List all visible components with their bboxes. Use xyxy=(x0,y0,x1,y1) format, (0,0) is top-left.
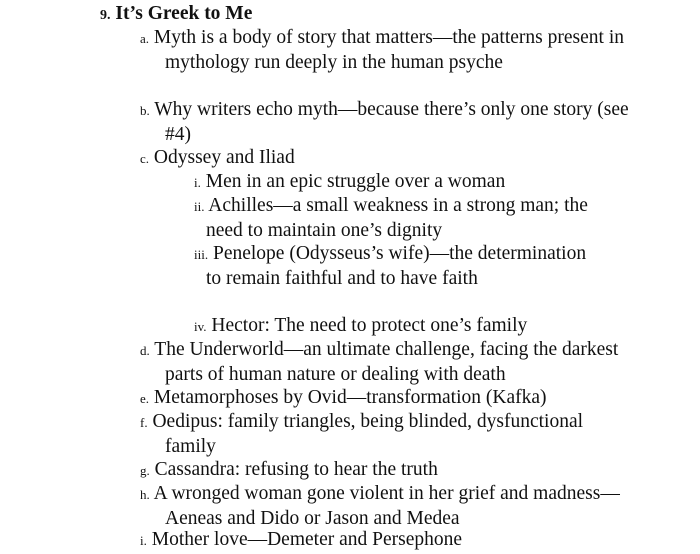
list-item-text: Myth is a body of story that matters—the patterns present in mythology run deeply in the human psyche xyxy=(153,27,624,73)
sub-item-text: Penelope (Odysseus’s wife)—the determination to remain faithful and to have faith xyxy=(206,243,587,289)
section-heading xyxy=(100,2,252,28)
list-item-text: Odyssey and Iliad xyxy=(153,147,295,168)
section-title: It’s Greek to Me xyxy=(115,3,253,24)
list-marker: c. xyxy=(140,151,150,166)
section-number: 9. xyxy=(100,8,111,23)
sub-marker: iii. xyxy=(194,247,209,262)
sub-marker: i. xyxy=(194,175,201,190)
list-item-c xyxy=(140,146,635,171)
list-item-text: Why writers echo myth—because there’s only one story (see #4) xyxy=(154,99,629,145)
sub-item-ii xyxy=(194,194,606,243)
sub-marker: ii. xyxy=(194,199,205,214)
list-item-text: Cassandra: refusing to hear the truth xyxy=(154,459,438,480)
sub-item-text: Achilles—a small weakness in a strong man; the need to maintain one’s dignity xyxy=(206,195,588,241)
list-item-a xyxy=(140,26,635,75)
list-marker: b. xyxy=(140,103,150,118)
list-item-g xyxy=(140,458,635,483)
list-marker: g. xyxy=(140,463,150,478)
list-marker: d. xyxy=(140,343,150,358)
list-marker: e. xyxy=(140,391,150,406)
list-item-text: Metamorphoses by Ovid—transformation (Kafka) xyxy=(153,387,547,408)
list-item-e xyxy=(140,386,635,411)
list-marker: a. xyxy=(140,31,150,46)
sub-item-iv xyxy=(194,314,606,339)
list-item-f xyxy=(140,410,635,459)
list-item-text: Mother love—Demeter and Persephone xyxy=(151,529,463,550)
sub-item-i xyxy=(194,170,606,195)
list-item-h xyxy=(140,482,635,531)
sub-item-text: Men in an epic struggle over a woman xyxy=(205,171,506,192)
sub-item-text: Hector: The need to protect one’s family xyxy=(211,315,528,336)
list-item-d xyxy=(140,338,635,387)
list-item-text: Oedipus: family triangles, being blinded, dysfunctional family xyxy=(152,411,584,457)
sub-marker: iv. xyxy=(194,319,207,334)
list-item-b xyxy=(140,98,635,147)
list-marker: f. xyxy=(140,415,148,430)
list-item-i xyxy=(140,528,635,553)
list-marker: h. xyxy=(140,487,150,502)
list-item-text: The Underworld—an ultimate challenge, facing the darkest parts of human nature or dealing with death xyxy=(154,339,619,385)
list-marker: i. xyxy=(140,533,147,548)
list-item-text: A wronged woman gone violent in her grief and madness—Aeneas and Dido or Jason and Medea xyxy=(153,483,620,529)
sub-item-iii xyxy=(194,242,606,291)
